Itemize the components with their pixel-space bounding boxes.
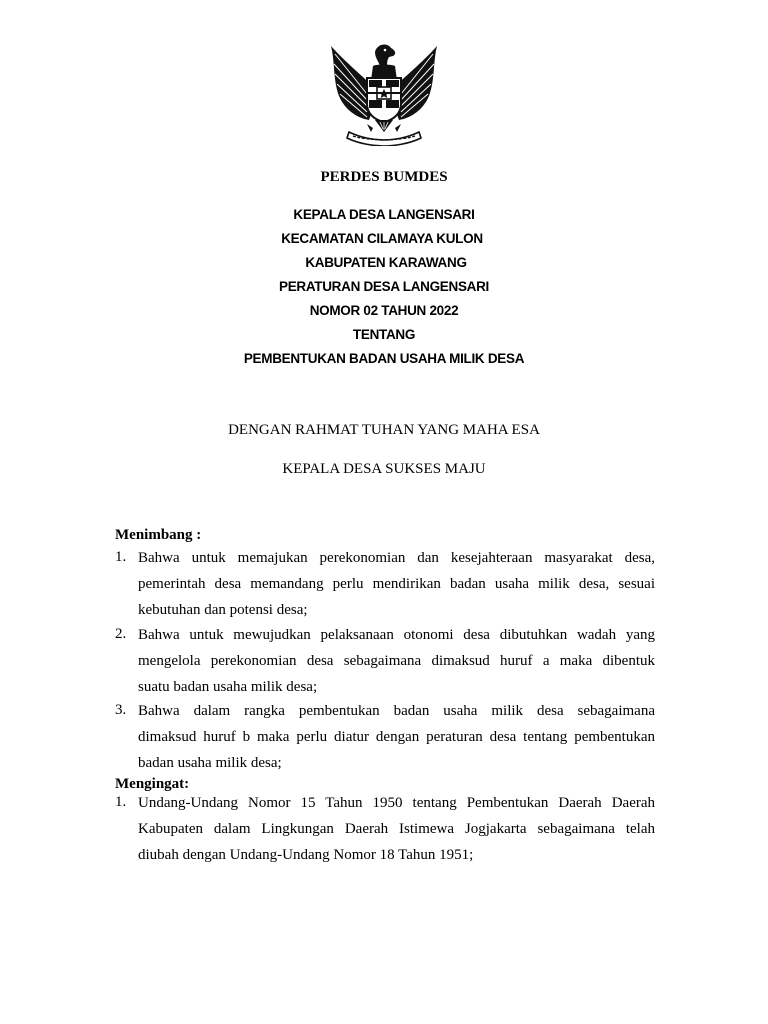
item-number: 2. [115,626,127,642]
opening-phrase: DENGAN RAHMAT TUHAN YANG MAHA ESA [228,422,540,438]
garuda-emblem-icon [327,40,441,146]
item-line: pemerintah desa memandang perlu mendirikan badan usaha milik desa, sesuai [138,576,655,592]
item-line: Kabupaten dalam Lingkungan Daerah Istimewa Jogjakarta sebagaimana telah [138,821,655,837]
header-line-district: KECAMATAN CILAMAYA KULON [281,231,483,246]
header-line-about: TENTANG [352,327,416,342]
official-title: KEPALA DESA SUKSES MAJU [282,461,486,477]
item-line: Undang-Undang Nomor 15 Tahun 1950 tentang Pembentukan Daerah Daerah [138,795,655,811]
header-line-village-head: KEPALA DESA LANGENSARI [293,207,475,222]
item-number: 1. [115,549,127,565]
mengingat-label: Mengingat: [115,776,190,792]
item-line: Bahwa untuk memajukan perekonomian dan kesejahteraan masyarakat desa, [138,550,655,566]
header-line-number: NOMOR 02 TAHUN 2022 [309,303,459,318]
header-line-regulation: PERATURAN DESA LANGENSARI [278,279,489,294]
item-line: dimaksud huruf b maka perlu diatur dengan peraturan desa tentang pembentukan [138,729,655,745]
item-line: suatu badan usaha milik desa; [138,679,318,695]
item-line: kebutuhan dan potensi desa; [138,602,308,618]
item-line: mengelola perekonomian desa sebagaimana dimaksud huruf a maka dibentuk [138,653,655,669]
header-line-subject: PEMBENTUKAN BADAN USAHA MILIK DESA [243,351,525,366]
document-title: PERDES BUMDES [320,169,448,185]
item-line: badan usaha milik desa; [138,755,282,771]
item-line: Bahwa untuk mewujudkan pelaksanaan otonomi desa dibutuhkan wadah yang [138,627,655,643]
header-line-regency: KABUPATEN KARAWANG [305,255,467,270]
item-line: diubah dengan Undang-Undang Nomor 18 Tahun 1951; [138,847,474,863]
item-number: 3. [115,702,127,718]
item-line: Bahwa dalam rangka pembentukan badan usaha milik desa sebagaimana [138,703,655,719]
menimbang-label: Menimbang : [115,527,202,543]
item-number: 1. [115,794,127,810]
